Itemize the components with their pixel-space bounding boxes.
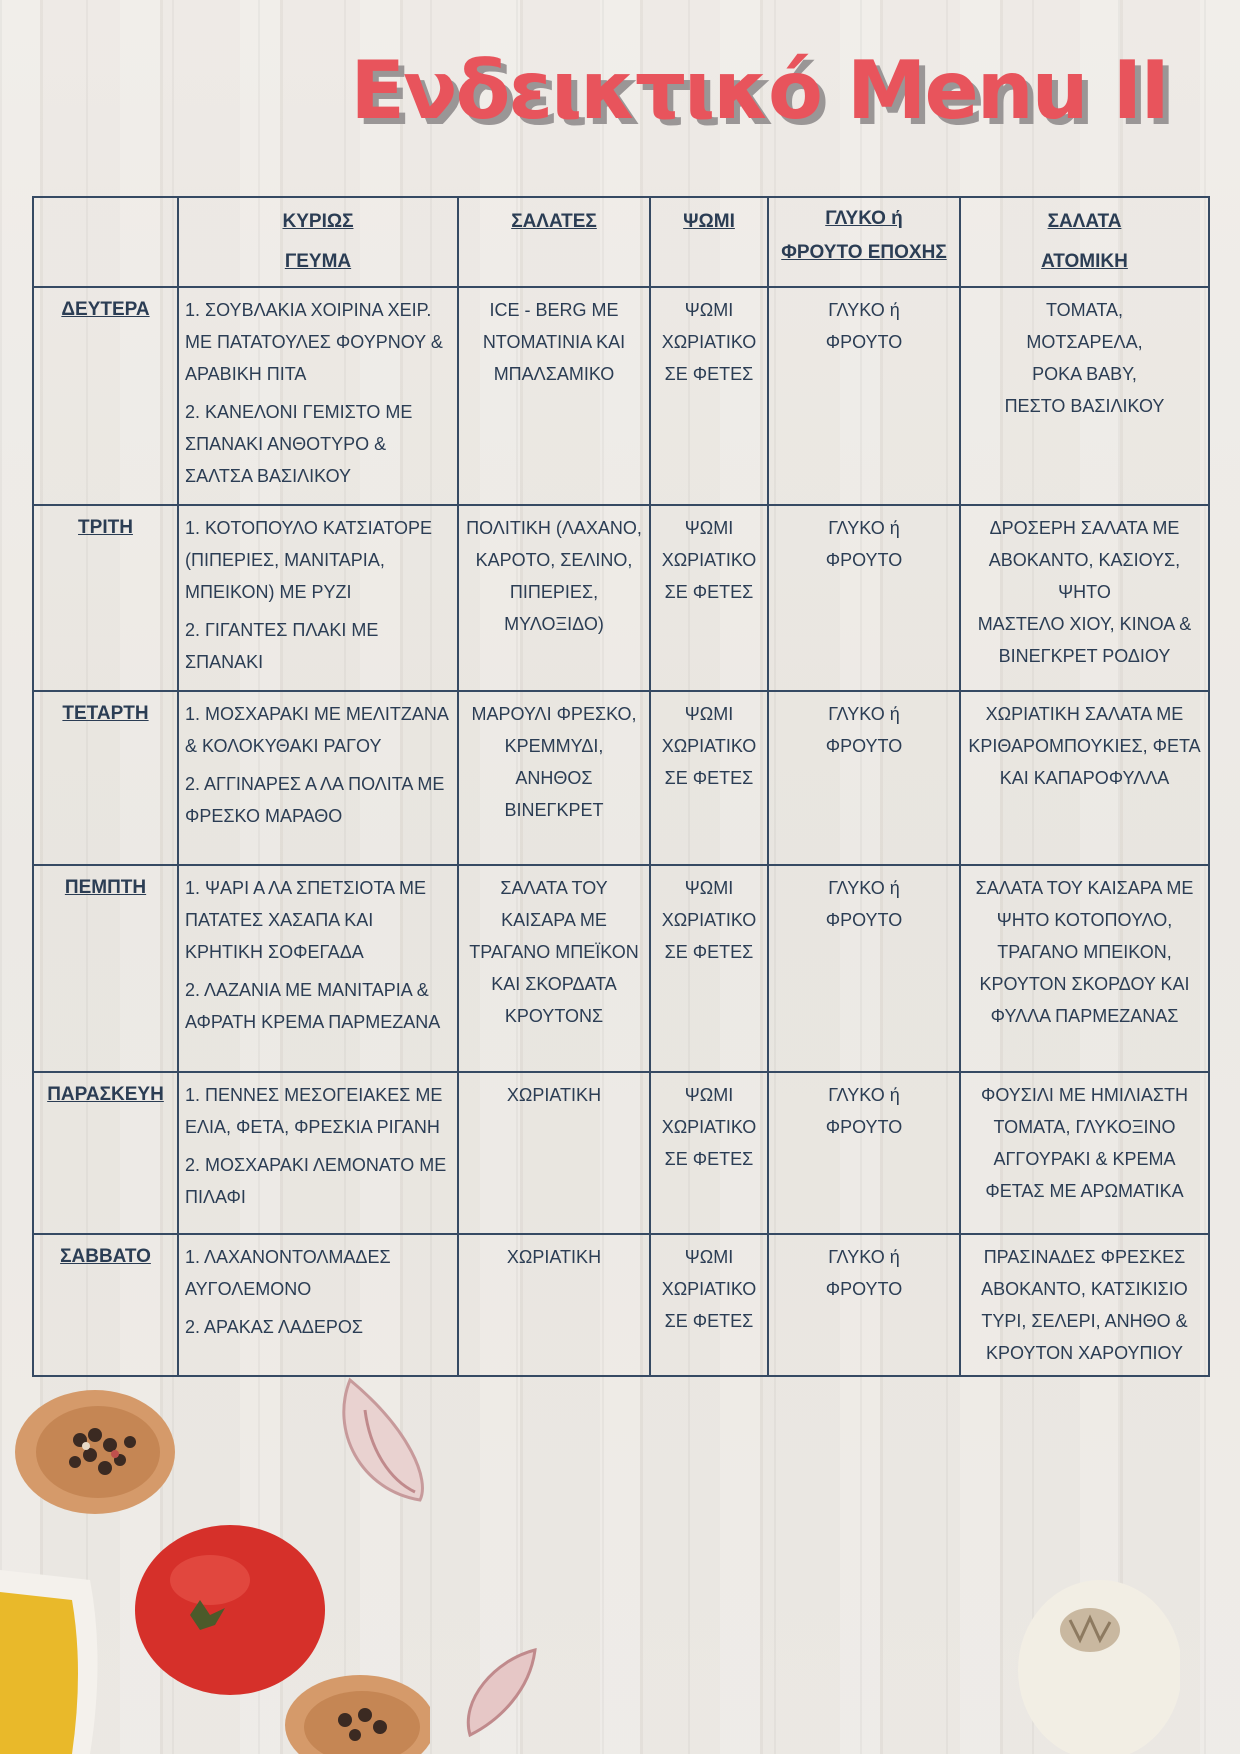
single-salad-line: ΨΗΤΟ ΚΟΤΟΠΟΥΛΟ,: [996, 910, 1173, 930]
main-dish-2: 2. ΛΑΖΑΝΙΑ ΜΕ ΜΑΝΙΤΑΡΙΑ & ΑΦΡΑΤΗ ΚΡΕΜΑ ΠΑΡΜΕΖΑΝΑ: [185, 980, 441, 1032]
single-salad-line: ΜΟΤΣΑΡΕΛΑ,: [1026, 332, 1143, 352]
dessert-cell: [768, 865, 960, 1072]
weekly-menu-table: [32, 196, 1210, 1377]
main-dish-2: 2. ΑΓΓΙΝΑΡΕΣ Α ΛΑ ΠΟΛΙΤΑ ΜΕ ΦΡΕΣΚΟ ΜΑΡΑΘΟ: [185, 774, 445, 826]
dessert-line1: ΓΛΥΚΟ ή: [828, 300, 900, 320]
day-cell: ΔΕΥΤΕΡΑ: [33, 287, 178, 505]
dessert-line2: ΦΡΟΥΤΟ: [825, 736, 903, 756]
dessert-line1: ΓΛΥΚΟ ή: [828, 878, 900, 898]
header-single-line1: ΣΑΛΑΤΑ: [1047, 211, 1122, 232]
single-salad-line: ΑΒΟΚΑΝΤΟ, ΚΑΤΣΙΚΙΣΙΟ: [981, 1279, 1188, 1299]
spoon-peppercorns-left: [0, 1380, 190, 1530]
single-salad-line: ΠΕΣΤΟ ΒΑΣΙΛΙΚΟΥ: [1004, 396, 1165, 416]
salad-cell: ΧΩΡΙΑΤΙΚΗ: [458, 1234, 650, 1376]
salad-cell: ΧΩΡΙΑΤΙΚΗ: [458, 1072, 650, 1234]
main-dish-1: 1. ΚΟΤΟΠΟΥΛΟ ΚΑΤΣΙΑΤΟΡΕ (ΠΙΠΕΡΙΕΣ, ΜΑΝΙΤΑΡΙΑ, ΜΠΕΙΚΟΝ) ΜΕ ΡΥΖΙ: [185, 518, 433, 602]
single-salad-line: ΚΡΟΥΤΟΝ ΣΚΟΡΔΟΥ ΚΑΙ: [979, 974, 1190, 994]
main-dish-1: 1. ΠΕΝΝΕΣ ΜΕΣΟΓΕΙΑΚΕΣ ΜΕ ΕΛΙΑ, ΦΕΤΑ, ΦΡΕΣΚΙΑ ΡΙΓΑΝΗ: [185, 1085, 443, 1137]
menu-row: [33, 691, 1209, 865]
main-dish-2: 2. ΑΡΑΚΑΣ ΛΑΔΕΡΟΣ: [185, 1317, 364, 1337]
header-main-line2: ΓΕΥΜΑ: [284, 251, 352, 272]
salad-cell: ΣΑΛΑΤΑ ΤΟΥ ΚΑΙΣΑΡΑ ΜΕ ΤΡΑΓΑΝΟ ΜΠΕΪΚΟΝ ΚΑΙ ΣΚΟΡΔΑΤΑ ΚΡΟΥΤΟΝΣ: [458, 865, 650, 1072]
menu-row: [33, 505, 1209, 691]
dessert-line2: ΦΡΟΥΤΟ: [825, 332, 903, 352]
garlic-clove-bottom: [455, 1640, 545, 1740]
header-dessert: [768, 197, 960, 287]
day-cell: ΠΑΡΑΣΚΕΥΗ: [33, 1072, 178, 1234]
header-dessert-line2: ΦΡΟΥΤΟ ΕΠΟΧΗΣ: [781, 242, 947, 263]
bread-cell: ΨΩΜΙ ΧΩΡΙΑΤΙΚΟ ΣΕ ΦΕΤΕΣ: [650, 691, 768, 865]
menu-row: [33, 287, 1209, 505]
main-dish-2: 2. ΚΑΝΕΛΟΝΙ ΓΕΜΙΣΤΟ ΜΕ ΣΠΑΝΑΚΙ ΑΝΘΟΤΥΡΟ & ΣΑΛΤΣΑ ΒΑΣΙΛΙΚΟΥ: [185, 402, 413, 486]
bread-cell: ΨΩΜΙ ΧΩΡΙΑΤΙΚΟ ΣΕ ΦΕΤΕΣ: [650, 865, 768, 1072]
single-salad-cell: [960, 691, 1209, 865]
dessert-line1: ΓΛΥΚΟ ή: [828, 704, 900, 724]
menu-row: [33, 865, 1209, 1072]
bread-cell: ΨΩΜΙ ΧΩΡΙΑΤΙΚΟ ΣΕ ΦΕΤΕΣ: [650, 1234, 768, 1376]
main-dish-1: 1. ΨΑΡΙ Α ΛΑ ΣΠΕΤΣΙΟΤΑ ΜΕ ΠΑΤΑΤΕΣ ΧΑΣΑΠΑ ΚΑΙ ΚΡΗΤΙΚΗ ΣΟΦΕΓΑΔΑ: [185, 878, 427, 962]
dessert-cell: [768, 505, 960, 691]
single-salad-line: ΚΡΙΘΑΡΟΜΠΟΥΚΙΕΣ, ΦΕΤΑ: [968, 736, 1201, 756]
day-cell: ΠΕΜΠΤΗ: [33, 865, 178, 1072]
main-dish-1: 1. ΜΟΣΧΑΡΑΚΙ ΜΕ ΜΕΛΙΤΖΑΝΑ & ΚΟΛΟΚΥΘΑΚΙ ΡΑΓΟΥ: [185, 704, 448, 756]
dessert-line2: ΦΡΟΥΤΟ: [825, 1279, 903, 1299]
single-salad-line: ΒΙΝΕΓΚΡΕΤ ΡΟΔΙΟΥ: [998, 646, 1171, 666]
single-salad-line: ΑΒΟΚΑΝΤΟ, ΚΑΣΙΟΥΣ, ΨΗΤΟ: [988, 550, 1181, 602]
dessert-line1: ΓΛΥΚΟ ή: [828, 518, 900, 538]
header-row: [33, 197, 1209, 287]
single-salad-line: ΧΩΡΙΑΤΙΚΗ ΣΑΛΑΤΑ ΜΕ: [985, 704, 1184, 724]
salad-cell: ΠΟΛΙΤΙΚΗ (ΛΑΧΑΝΟ, ΚΑΡΟΤΟ, ΣΕΛΙΝΟ, ΠΙΠΕΡΙΕΣ, ΜΥΛΟΞΙΔΟ): [458, 505, 650, 691]
single-salad-line: ΦΕΤΑΣ ΜΕ ΑΡΩΜΑΤΙΚΑ: [985, 1181, 1184, 1201]
day-cell: ΤΡΙΤΗ: [33, 505, 178, 691]
single-salad-line: ΚΡΟΥΤΟΝ ΧΑΡΟΥΠΙΟΥ: [986, 1343, 1183, 1363]
header-day: [33, 197, 178, 287]
onion: [1010, 1560, 1180, 1754]
single-salad-line: ΣΑΛΑΤΑ ΤΟΥ ΚΑΙΣΑΡΑ ΜΕ: [975, 878, 1194, 898]
single-salad-cell: [960, 505, 1209, 691]
main-course-cell: [178, 691, 458, 865]
header-single-line2: ΑΤΟΜΙΚΗ: [1041, 251, 1128, 272]
garlic-clove-top: [330, 1370, 440, 1510]
dessert-line2: ΦΡΟΥΤΟ: [825, 550, 903, 570]
dessert-line2: ΦΡΟΥΤΟ: [825, 1117, 903, 1137]
single-salad-line: ΠΡΑΣΙΝΑΔΕΣ ΦΡΕΣΚΕΣ: [983, 1247, 1186, 1267]
bread-cell: ΨΩΜΙ ΧΩΡΙΑΤΙΚΟ ΣΕ ΦΕΤΕΣ: [650, 287, 768, 505]
single-salad-line: ΑΓΓΟΥΡΑΚΙ & ΚΡΕΜΑ: [993, 1149, 1176, 1169]
main-dish-2: 2. ΓΙΓΑΝΤΕΣ ΠΛΑΚΙ ΜΕ ΣΠΑΝΑΚΙ: [185, 620, 379, 672]
main-dish-2: 2. ΜΟΣΧΑΡΑΚΙ ΛΕΜΟΝΑΤΟ ΜΕ ΠΙΛΑΦΙ: [185, 1155, 447, 1207]
bread-cell: ΨΩΜΙ ΧΩΡΙΑΤΙΚΟ ΣΕ ΦΕΤΕΣ: [650, 1072, 768, 1234]
main-course-cell: [178, 287, 458, 505]
main-course-cell: [178, 1072, 458, 1234]
single-salad-cell: [960, 1234, 1209, 1376]
salad-cell: ΜΑΡΟΥΛΙ ΦΡΕΣΚΟ, ΚΡΕΜΜΥΔΙ, ΑΝΗΘΟΣ ΒΙΝΕΓΚΡΕΤ: [458, 691, 650, 865]
header-dessert-line1: ΓΛΥΚΟ ή: [825, 208, 903, 229]
dessert-line2: ΦΡΟΥΤΟ: [825, 910, 903, 930]
header-bread: ΨΩΜΙ: [650, 197, 768, 287]
dessert-cell: [768, 1234, 960, 1376]
single-salad-line: ΦΟΥΣΙΛΙ ΜΕ ΗΜΙΛΙΑΣΤΗ: [980, 1085, 1189, 1105]
single-salad-line: ΚΑΙ ΚΑΠΑΡΟΦΥΛΛΑ: [999, 768, 1170, 788]
header-salads: ΣΑΛΑΤΕΣ: [458, 197, 650, 287]
single-salad-line: ΜΑΣΤΕΛΟ ΧΙΟΥ, ΚΙΝΟΑ &: [977, 614, 1192, 634]
main-dish-1: 1. ΣΟΥΒΛΑΚΙΑ ΧΟΙΡΙΝΑ ΧΕΙΡ. ΜΕ ΠΑΤΑΤΟΥΛΕΣ ΦΟΥΡΝΟΥ & ΑΡΑΒΙΚΗ ΠΙΤΑ: [185, 300, 443, 384]
single-salad-line: ΤΡΑΓΑΝΟ ΜΠΕΙΚΟΝ,: [997, 942, 1172, 962]
oil-bowl: [0, 1560, 110, 1754]
day-cell: ΤΕΤΑΡΤΗ: [33, 691, 178, 865]
main-course-cell: [178, 865, 458, 1072]
header-single-salad: [960, 197, 1209, 287]
header-main-line1: ΚΥΡΙΩΣ: [282, 211, 354, 232]
main-dish-1: 1. ΛΑΧΑΝΟΝΤΟΛΜΑΔΕΣ ΑΥΓΟΛΕΜΟΝΟ: [185, 1247, 391, 1299]
spoon-peppercorns-bottom: [250, 1665, 430, 1754]
single-salad-line: ΡΟΚΑ BABY,: [1032, 364, 1137, 384]
dessert-line1: ΓΛΥΚΟ ή: [828, 1085, 900, 1105]
single-salad-line: ΤΟΜΑΤΑ, ΓΛΥΚΟΞΙΝΟ: [993, 1117, 1176, 1137]
dessert-cell: [768, 691, 960, 865]
single-salad-line: ΦΥΛΛΑ ΠΑΡΜΕΖΑΝΑΣ: [990, 1006, 1179, 1026]
single-salad-cell: [960, 287, 1209, 505]
single-salad-cell: [960, 1072, 1209, 1234]
main-course-cell: [178, 1234, 458, 1376]
dessert-cell: [768, 287, 960, 505]
menu-row: [33, 1234, 1209, 1376]
main-course-cell: [178, 505, 458, 691]
single-salad-line: ΤΟΜΑΤΑ,: [1045, 300, 1123, 320]
menu-body: [33, 287, 1209, 1376]
menu-title: Ενδεικτικό Menu II: [350, 44, 1168, 137]
dessert-line1: ΓΛΥΚΟ ή: [828, 1247, 900, 1267]
bread-cell: ΨΩΜΙ ΧΩΡΙΑΤΙΚΟ ΣΕ ΦΕΤΕΣ: [650, 505, 768, 691]
single-salad-line: ΤΥΡΙ, ΣΕΛΕΡΙ, ΑΝΗΘΟ &: [981, 1311, 1188, 1331]
dessert-cell: [768, 1072, 960, 1234]
salad-cell: ICE - BERG ΜΕ ΝΤΟΜΑΤΙΝΙΑ ΚΑΙ ΜΠΑΛΣΑΜΙΚΟ: [458, 287, 650, 505]
single-salad-line: ΔΡΟΣΕΡΗ ΣΑΛΑΤΑ ΜΕ: [989, 518, 1180, 538]
day-cell: ΣΑΒΒΑΤΟ: [33, 1234, 178, 1376]
menu-row: [33, 1072, 1209, 1234]
single-salad-cell: [960, 865, 1209, 1072]
header-main-course: [178, 197, 458, 287]
